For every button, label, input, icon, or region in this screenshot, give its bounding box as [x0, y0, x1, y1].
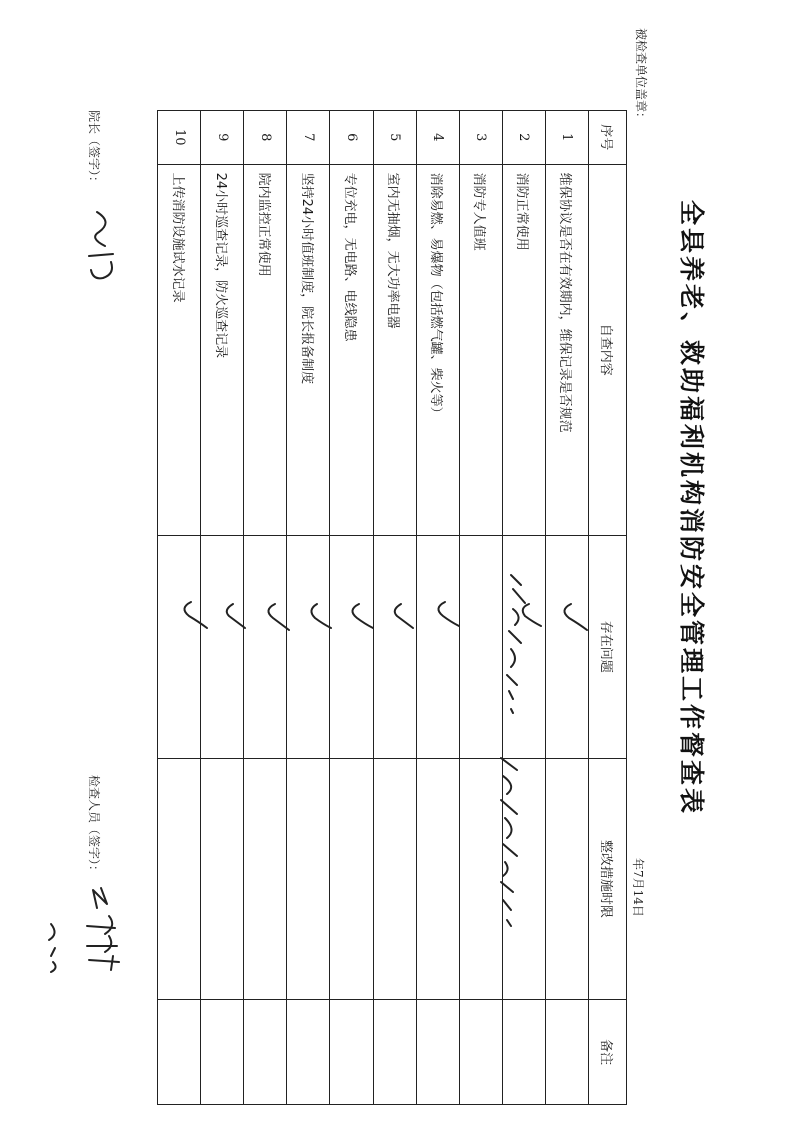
row-check-item: 室内无抽烟，无大功率电器: [373, 164, 416, 535]
form-title: 全县养老、救助福利机构消防安全管理工作督查表: [677, 200, 706, 817]
row-check-item: 消防专人值班: [459, 164, 502, 535]
row-seq: 8: [244, 111, 287, 165]
check-mark-row-5: [395, 604, 413, 628]
row-seq: 1: [545, 111, 588, 165]
row-check-item: 院内监控正常使用: [244, 164, 287, 535]
row-seq: 5: [373, 111, 416, 165]
row-check-item: 维保协议是否在有效期内，维保记录是否规范: [545, 164, 588, 535]
check-mark-row-1: [564, 604, 587, 630]
row-seq: 2: [502, 111, 545, 165]
handwriting-scribble-deadline: [501, 758, 517, 926]
header-seq: 序号: [589, 111, 627, 165]
check-mark-row-2: [523, 604, 541, 626]
header-rectification-deadline: 整改措施时限: [589, 758, 627, 1000]
row-seq: 10: [158, 111, 201, 165]
director-signature-label: 院长（签字）：: [87, 110, 101, 189]
row-check-item: 上传消防设施试水记录: [158, 164, 201, 535]
row-seq: 6: [330, 111, 373, 165]
row-seq: 3: [459, 111, 502, 165]
row-check-item: 专位充电，无电路、电线隐患: [330, 164, 373, 535]
inspector-signature-label: 检查人员（签字）：: [87, 775, 101, 878]
header-remarks: 备注: [589, 1000, 627, 1105]
check-mark-row-6: [352, 604, 373, 628]
check-mark-row-7: [311, 604, 331, 628]
inspector-signature-ink-2: [49, 924, 56, 972]
row-check-item: 消防正常使用: [502, 164, 545, 535]
row-seq: 9: [201, 111, 244, 165]
inspection-date: 年7月14日: [631, 858, 645, 917]
inspected-unit-seal-label: 被检查单位盖章：: [634, 28, 648, 125]
check-mark-row-4: [438, 602, 459, 626]
inspector-signature-ink: [87, 888, 119, 970]
handwriting-scribble-problem: [507, 575, 525, 713]
header-check-item: 自查内容: [589, 164, 627, 535]
row-check-item: 24小时巡查记录，防火巡查记录: [201, 164, 244, 535]
row-check-item: 坚持24小时值班制度，院长报备制度: [287, 164, 330, 535]
director-signature-ink: [89, 212, 113, 278]
row-check-item: 消除易燃、易爆物（包括燃气罐、柴火等）: [416, 164, 459, 535]
check-mark-row-9: [227, 604, 245, 628]
check-mark-row-10: [184, 602, 207, 628]
check-mark-row-8: [268, 604, 289, 630]
row-seq: 7: [287, 111, 330, 165]
row-seq: 4: [416, 111, 459, 165]
header-problem: 存在问题: [589, 535, 627, 758]
